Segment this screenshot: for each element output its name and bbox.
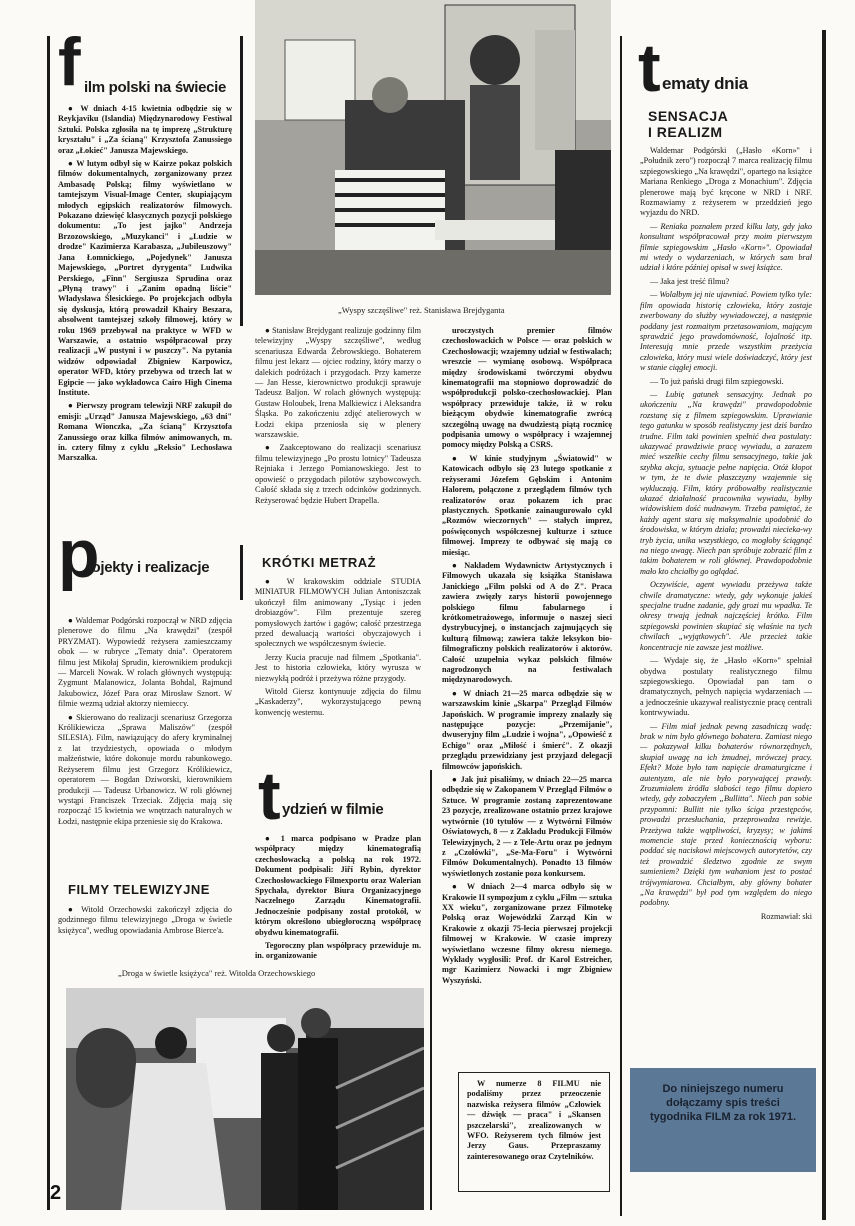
paragraph: Jerzy Kucia pracuje nad filmem „Spotkania". Jest to historia człowieka, który wyrusza w niezwykłą podróż i przeżywa różne przygody. bbox=[255, 652, 421, 683]
correction-text bbox=[467, 1079, 601, 1187]
paragraph: ● Nakładem Wydawnictw Artystycznych i Filmowych ukazała się książka Stanisława Janickiego „Film polski od A do Z". Praca zawiera zwięzły zarys historii powojennego polskiego filmu fabularnego i krótkometrażowego, informuje o naszej sieci dystrybucyjnej, o instancjach zajmujących się kulturą filmową; zawiera także leksykon bio-filmograficzny polskich realizatorów i aktorów. Całość uzupełnia wykaz polskich filmów nagrodzonych na festiwalach międzynarodowych. bbox=[442, 560, 612, 685]
photo-wyspy-szczesliwe bbox=[255, 0, 611, 295]
tematy-subtitle-2: I REALIZM bbox=[648, 124, 723, 140]
paragraph: ● W dniach 2—4 marca odbyło się w Krakowie II sympozjum z cyklu „Film — sztuka XX wieku", zorganizowane przez Filmotekę Polską oraz Wojewódzki Zarząd Kin w Krakowie z okazji 75-lecia pierwszej projekcji filmowej w Krakowie. W czasie imprezy wyświetlano wczesne filmy okresu niemego. Wykłady wygłosili: Prof. dr Karol Estreicher, mgr Kazimierz Nowacki i mgr Zbigniew Wyszyński. bbox=[442, 882, 612, 985]
section-title-projekty: rojekty i realizacje bbox=[86, 559, 210, 576]
paragraph: ● Stanisław Brejdygant realizuje godzinny film telewizyjny „Wyspy szczęśliwe", według scenariusza Edwarda Żebrowskiego. Bohaterem filmu jest lekarz — ojciec rodziny, który marzy o dalekich podróżach i przygodach. Przy kamerze — Jan Hesse, kierownictwo produkcji sprawuje Tadeusz Baljon. W rolach głównych występują: Gustaw Holoubek, Irena Malkiewicz i Aleksandra Śląska. Po zakończeniu zdjęć atelierowych w Łodzi ekipa przeniosła się w plenery warszawskie. bbox=[255, 326, 421, 440]
tematy-subtitle-1: SENSACJA bbox=[648, 108, 729, 124]
filmy-tv-text bbox=[58, 905, 232, 957]
paragraph: Tegoroczny plan współpracy przewiduje m. in. organizowanie bbox=[255, 941, 421, 961]
col3-text bbox=[442, 326, 612, 1032]
paragraph: ● 1 marca podpisano w Pradze plan współpracy między kinematografią czechosłowacką a polską na rok 1972. Dokument podpisali: Jiří Rybin, dyrektor Czechosłowackiego Filmexportu oraz Walerian Spychała, dyrektor Biura Organizacyjnego Naczelnego Zarządu Kinematografii. Jednocześnie podpisany został protokół, w którym określono ubiegłoroczną współpracę obydwu kinematografii. bbox=[255, 834, 421, 937]
blue-notice-text: Do niniejszego numeru dołączamy spis treści tygodnika FILM za rok 1971. bbox=[649, 1083, 797, 1123]
rule-left bbox=[47, 36, 50, 1210]
paragraph: ● Jak już pisaliśmy, w dniach 22—25 marca odbędzie się w Zakopanem V Przegląd Filmów o Sztuce. W programie zostaną zaprezentowane 23 pozycje, zrealizowane ostatnio przez krajowe wytwórnie (10 tytułów — z Wytwórni Filmów Oświatowych, 8 — z Zakładu Produkcji Filmów Telewizyjnych, 2 — z Tele-Artu oraz po jednym z „Czołówki", „Se-Ma-Foru" i Wytwórni Filmów Dokumentalnych). Ponadto 13 filmów wyświetlonych zostanie poza konkursem. bbox=[442, 775, 612, 878]
rule-far-right bbox=[822, 30, 826, 1220]
section-title-tematy: ematy dnia bbox=[662, 74, 748, 93]
tematy-text bbox=[640, 146, 812, 1062]
section-initial-t-tematy: t bbox=[638, 30, 661, 106]
page-number: 2 bbox=[50, 1182, 62, 1204]
paragraph: ● W krakowskim oddziale STUDIA MINIATUR FILMOWYCH Julian Antoniszczak ukończył film animowany „Tysiąc i jeden drobiazgów". Film prezentuje szereg pomysłowych żartów i gagów; całość przestrzega przed dewaluacją wartości obyczajowych i społecznych we współczesnym świecie. bbox=[255, 577, 421, 649]
paragraph: — Wydaje się, że „Hasło «Korn»" spełniał obydwa postulaty realistycznego filmu szpiegowskiego. Opowiadał pan tam o dramatycznych, pełnych napięcia wydarzeniach — a jednocześnie ukazywał realistycznie pracę centrali kontrwywiadu. bbox=[640, 656, 812, 718]
paragraph: ● Waldemar Podgórski rozpoczął w NRD zdjęcia plenerowe do filmu „Na krawędzi" (zespół PRYZMAT). Wypowiedź reżysera zamieszczamy obok — w rubryce „Tematy dnia". Operatorem filmu jest Mikołaj Sprudin, kierownikiem produkcji — Marceli Nowak. W rolach głównych występują: Zygmunt Malanowicz, Jolanta Bohdal, Rajmund Jakubowicz, Józef Para oraz Mirosław Sznort. W filmie wezmą udział aktorzy niemieccy. bbox=[58, 616, 232, 709]
signature: Rozmawiał: ski bbox=[760, 911, 812, 921]
blue-notice-box bbox=[630, 1068, 816, 1172]
section-initial-t-tydzien: t bbox=[258, 758, 281, 834]
paragraph: — Jaka jest treść filmu? bbox=[650, 276, 730, 286]
paragraph: — Wolałbym jej nie ujawniać. Powiem tylko tyle: film opowiada historię człowieka, który zostaje zwerbowany do służby wywiadowczej, a następnie poddany jest rozmaitym przetasowaniom, mającym sprawdzić jego prawdomówność, lojalność itp. Interesują mnie przede wszystkim przeżycia człowieka, który musi wiele doświadczyć, który jest w stanie ciągłej emocji. bbox=[640, 290, 812, 373]
paragraph: — Film miał jednak pewną zasadniczą wadę: brak w nim było głównego bohatera. Zamiast niego — pokazywał kilku bohaterów równorzędnych, skupiał uwagę na ich żmudnej, mrówczej pracy. Efekt? Może było tam napięcie dramaturgiczne i autentyzm, ale nie było porywającej prawdy. Zrozumiałem źródła słabości tego filmu dopiero wtedy, gdy zobaczyłem „Bullitta". Niech pan sobie przypomni: Bullitt nie tylko ściga przestępców, prowadzi przesłuchania, przeprowadza rewizje. Przeżywa także wątpliwości, kryzysy; w jakimś momencie staje przed koniecznością wyboru: poddać się naciskowi miejscowych autorytetów, czy też prowadzić śledztwo zgodnie ze swym sumieniem? Dzięki tym wahaniom jest to postać trójwymiarowa. Chciałbym, aby główny bohater „Na krawędzi" był pod tym względem do niego podobny. bbox=[640, 721, 812, 908]
paragraph: ● Skierowano do realizacji scenariusz Grzegorza Królikiewicza „Sprawa Maliszów" (zespół SILESIA). Film, nawiązujący do afery kryminalnej z lat trzydziestych, opowiada o młodym małżeństwie, które dokonuje mordu rabunkowego. Reżyserem filmu jest Grzegorz Królikiewicz, operatorem — Bogdan Dziworski, kierownikiem produkcji — Tadeusz Urbanowicz. W roli głównej wystąpi Franciszek Trzeciak. Zdjęcia mają się rozpocząć 15 kwietnia we wnętrzach naturalnych w Łodzi, następnie ekipa przeniesie się do Krakowa. bbox=[58, 712, 232, 826]
paragraph: uroczystych premier filmów czechosłowackich w Polsce — oraz polskich w Czechosłowacji; wzajemny udział w festiwalach; wreszcie — wymianę osobową. Współpraca między środowiskami twórczymi obydwu kinematografii ma stopniowo doprowadzić do współprodukcji polsko-czechosłowackiej. Plan współpracy przewiduje także, iż w roku bieżącym obydwie kinematografie zwrócą szczególną uwagę na dwudziestą piątą rocznicę podpisania umowy o współpracy i wzajemnej pomocy między Polską a CSRS. bbox=[442, 326, 612, 450]
paragraph: ● W dniach 4-15 kwietnia odbędzie się w Reykjaviku (Islandia) Międzynarodowy Festiwal Sztuki. Polska zgłosiła na tę imprezę „Strukturę kryształu" i „Za ścianą" Krzysztofa Zanussiego oraz „Łokieć" Janusza Majewskiego. bbox=[58, 104, 232, 155]
paragraph: Witold Giersz kontynuuje zdjęcia do filmu „Kaskaderzy", wykorzystującego pewną konwencję westernu. bbox=[255, 687, 421, 717]
paragraph: ● Zaakceptowano do realizacji scenariusz filmu telewizyjnego „Po prostu lotnicy" Tadeusza Rejniaka i Jerzego Pomianowskiego. Jest to opowieść o przygodach pilotów szybowcowych. Całość składa się z trzech odcinków godzinnych. Reżyserować będzie Hubert Drapella. bbox=[255, 443, 421, 505]
paragraph: — Reniaka poznałem przed kilku laty, gdy jako konsultant współpracował przy moim pierwszym filmie szpiegowskim „Hasło «Korn»". Opowiadał mi wtedy o wydarzeniach, w których sam brał udział i które później opisał w swej książce. bbox=[640, 221, 812, 273]
krotki-text bbox=[255, 577, 421, 765]
paragraph: ● Witold Orzechowski zakończył zdjęcia do godzinnego filmu telewizyjnego „Droga w świetle księżyca", według opowiadania Ambrose Bierce'a. bbox=[58, 905, 232, 935]
rule-mid bbox=[240, 36, 243, 326]
filmy-telewizyjne-title: FILMY TELEWIZYJNE bbox=[68, 882, 210, 897]
paragraph: ● W kinie studyjnym „Światowid" w Katowicach odbyło się 23 lutego spotkanie z reżyserami Józefem Gębskim i Antonim Halorem, połączone z przeglądem filmów tych realizatorów oraz pokazem ich prac plastycznych. Spotkanie zainaugurowało cykl „Rozmów wieczornych" — stałych imprez, poświęconych współczesnej kulturze i sztuce filmowej. Imprezy te odbywać się mają co miesiąc. bbox=[442, 453, 612, 557]
paragraph: — To już pański drugi film szpiegowski. bbox=[650, 376, 784, 386]
photo-droga-w-swietle bbox=[66, 988, 424, 1210]
photo-illustration-2 bbox=[66, 988, 424, 1210]
caption-wyspy: „Wyspy szczęśliwe" reż. Stanisława Brejdyganta bbox=[338, 305, 505, 315]
caption-droga: „Droga w świetle księżyca" reż. Witolda Orzechowskiego bbox=[118, 968, 316, 978]
paragraph: ● W dniach 21—25 marca odbędzie się w warszawskim kinie „Skarpa" Przegląd Filmów Japońskich. W programie imprezy znalazły się następujące pozycje: „Przemijanie", dwuseryjny film „Ludzie i wojna", „Opowieść z Echigo" oraz „Miłość i śmierć". Z okazji przeglądu przewidziany jest przyjazd delegacji filmowców japońskich. bbox=[442, 688, 612, 771]
paragraph: — Lubię gatunek sensacyjny. Jednak po ukończeniu „Na krawędzi" prawdopodobnie rozstanę się z filmem szpiegowskim. Uprawianie tego gatunku w sposób realistyczny jest dziś bardzo trudne. Film taki powinien spełnić dwa postulaty: ukazywać prawdziwie pracę wywiadu, a zarazem mieć wszelkie cechy filmu sensacyjnego, takie jak szybka akcja, sytuacje pełne napięcia. Otóż kłopot w tym, że te dwie płaszczyzny wzajemnie się wykluczają. Film, który próbowałby realistycznie ukazać działalność pracownika wywiadu, byłby widowiskiem dość nudnawym. Trzeba pamiętać, że każdy agent stara się maksymalnie upodobnić do środowiska, w którym działa; prowadzi niecieka-wy tryb życia, unika wszystkiego, co mogłoby ściągnąć na niego uwagę. Niech pan spróbuje zobrazić film z takim bohaterem w roli głównej. Prawdopodobnie mało kto chciałby go oglądać. bbox=[640, 389, 812, 576]
paragraph: Waldemar Podgórski („Hasło «Korn»" i „Południk zero") rozpoczął 7 marca realizację filmu szpiegowskiego „Na krawędzi", opartego na książce Mariana Renkiego „Droga z Monachium". Zdjęcia plenerowe mają być kręcone w NRD i NRF. Rozmawiamy z reżyserem w przeddzień jego wyjazdu do NRD. bbox=[640, 146, 812, 218]
krotki-metraz-title: KRÓTKI METRAŻ bbox=[262, 555, 377, 570]
correction-notice bbox=[458, 1072, 610, 1192]
tydzien-text bbox=[255, 834, 421, 964]
rule-bottom bbox=[430, 770, 432, 1210]
film-polski-text bbox=[58, 104, 232, 528]
paragraph: ● W lutym odbył się w Kairze pokaz polskich filmów dokumentalnych, zorganizowany przez Ambasadę Polską; filmy wyświetlano w tamtejszym Visual-Image Center, skupiającym młodych egipskich realizatorów filmowych. Pokazano dziewięć klasycznych pozycji polskiego dokumentu: „To jest jajko" Andrzeja Brzozowskiego, „Muzykanci" i „Ludzie w drodze" Kazimierza Karabasza, „Jubileuszowy" Jana Łomnickiego, „Pojedynek" Janusza Majewskiego, „Portret dyrygenta" Ludwika Perskiego, „Finn" Sergiusza Sprudina oraz „Płyną trawy" i „Zanim opadną liście" Władysława Ślesickiego. Po projekcjach odbyła się dyskusja, którą prowadził Khairy Beszara, absolwent tamtejszej szkoły filmowej, który w roku 1969 przebywał na praktyce w WFD w Warszawie, a ostatnio współpracował przy realizacji „W pustyni i w puszczy". Na pytania widzów odpowiadał Zbigniew Karpowicz, operator WFD, który przebywa od trzech lat w Egipcie — jako wykładowca Cairo High Cinema Institute. bbox=[58, 159, 232, 397]
rule-right bbox=[620, 36, 622, 1216]
middle-text bbox=[255, 326, 421, 548]
section-initial-f: f bbox=[58, 24, 81, 100]
paragraph: Oczywiście, agent wywiadu przeżywa także chwile dramatyczne: wtedy, gdy wykonuje jakieś specjalne trudne zadanie, gdy grozi mu wpadka. Te okresy trwają jednak najczęściej krótko. Film szpiegowski powinien skupiać się właśnie na tych chwilach „wyjątkowych". Ale przecież takie koncentracje nie zawsze jest możliwe. bbox=[640, 580, 812, 652]
photo-illustration bbox=[255, 0, 611, 295]
section-title-tydzien: ydzień w filmie bbox=[282, 801, 384, 818]
rule-left-lower bbox=[240, 545, 243, 600]
section-initial-p: p bbox=[58, 516, 100, 592]
paragraph: ● Pierwszy program telewizji NRF zakupił do emisji: „Urząd" Janusza Majewskiego, „63 dni" Romana Wionczka, „Za ścianą" Krzysztofa Zanussiego oraz kilka filmów animowanych, m. in. cztery filmy z cyklu „Reksio" Lechosława Marszałka. bbox=[58, 401, 232, 463]
projekty-text bbox=[58, 616, 232, 878]
paragraph: W numerze 8 FILMU nie podaliśmy przez przeoczenie nazwiska reżysera filmów „Człowiek — dźwięk — praca" i „Skansen pszczelarski", zrealizowanych w WFO. Reżyserem tych filmów jest Jerzy Gaus. Przepraszamy zainteresowanego oraz Czytelników. bbox=[467, 1079, 601, 1161]
section-title-film-polski: ilm polski na świecie bbox=[84, 79, 227, 96]
